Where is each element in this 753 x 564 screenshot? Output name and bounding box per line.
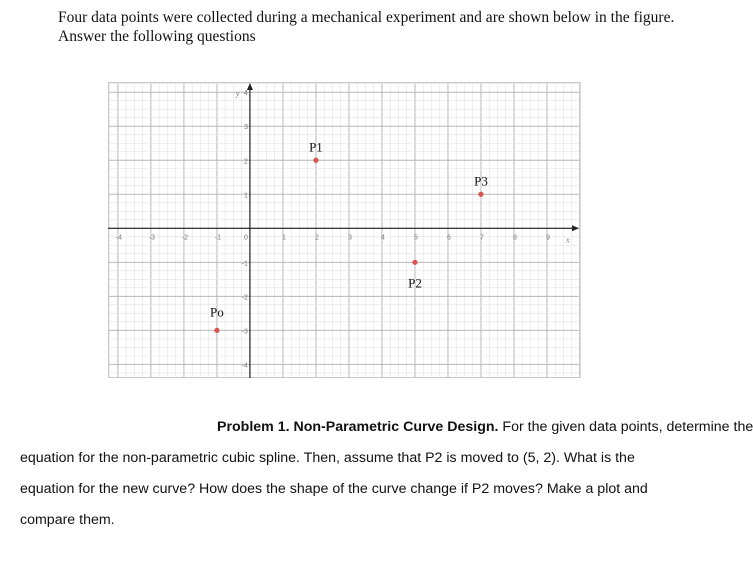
grid-lines xyxy=(108,82,580,378)
y-tick-label: 2 xyxy=(244,158,248,166)
data-point-label: P1 xyxy=(309,139,323,155)
x-tick-label: 4 xyxy=(381,234,385,242)
figure-border xyxy=(109,83,580,378)
problem-title: Problem 1. Non-Parametric Curve Design. xyxy=(217,419,499,435)
y-tick-label: 1 xyxy=(244,192,248,200)
intro-line-2: Answer the following questions xyxy=(58,28,256,45)
x-tick-label: 8 xyxy=(513,234,517,242)
problem-line-1 xyxy=(20,412,753,443)
x-tick-label: -2 xyxy=(181,234,189,242)
x-axis-label: x xyxy=(566,235,570,245)
y-axis-label: y xyxy=(235,89,240,98)
y-tick-label: 3 xyxy=(244,124,248,132)
x-tick-label: -3 xyxy=(148,234,156,242)
y-tick-label: -1 xyxy=(241,260,248,268)
problem-line-1-text: For the given data points, determine the xyxy=(498,419,753,435)
intro-text xyxy=(58,8,688,46)
x-tick-label: 7 xyxy=(480,234,484,242)
y-tick-label: -3 xyxy=(241,328,248,336)
problem-line-4: compare them. xyxy=(20,512,115,528)
x-tick-labels xyxy=(116,234,550,241)
data-point-marker xyxy=(214,328,219,333)
y-axis-arrow xyxy=(247,83,253,90)
data-points-figure xyxy=(108,82,580,378)
x-tick-label: 5 xyxy=(414,234,418,242)
data-point-marker xyxy=(313,158,318,163)
y-tick-label: -2 xyxy=(241,294,248,302)
problem-statement xyxy=(20,412,753,536)
x-tick-label: 2 xyxy=(314,234,319,242)
y-tick-label: 4 xyxy=(244,90,248,98)
x-tick-label: 9 xyxy=(546,234,550,242)
data-point-label: Po xyxy=(210,304,224,320)
x-tick-label: 3 xyxy=(347,234,352,242)
data-point-label: P2 xyxy=(408,275,422,291)
y-tick-label: -4 xyxy=(241,362,248,370)
problem-line-2: equation for the non-parametric cubic spline. Then, assume that P2 is moved to (5, 2). What is the xyxy=(20,450,635,466)
x-tick-label: 0 xyxy=(243,234,248,242)
intro-line-1: Four data points were collected during a mechanical experiment and are shown below in the figure. xyxy=(58,9,675,26)
data-point-marker xyxy=(412,260,417,265)
x-tick-label: 1 xyxy=(281,234,286,242)
x-tick-label: -1 xyxy=(214,234,222,242)
data-point-marker xyxy=(478,192,483,197)
x-tick-label: -4 xyxy=(115,234,123,242)
data-point-label: P3 xyxy=(474,173,488,189)
axes xyxy=(108,83,579,378)
problem-line-3: equation for the new curve? How does the shape of the curve change if P2 moves? Make a plot and xyxy=(20,481,648,497)
x-axis-arrow xyxy=(572,225,579,231)
y-tick-labels xyxy=(242,90,248,369)
x-tick-label: 6 xyxy=(447,234,451,242)
